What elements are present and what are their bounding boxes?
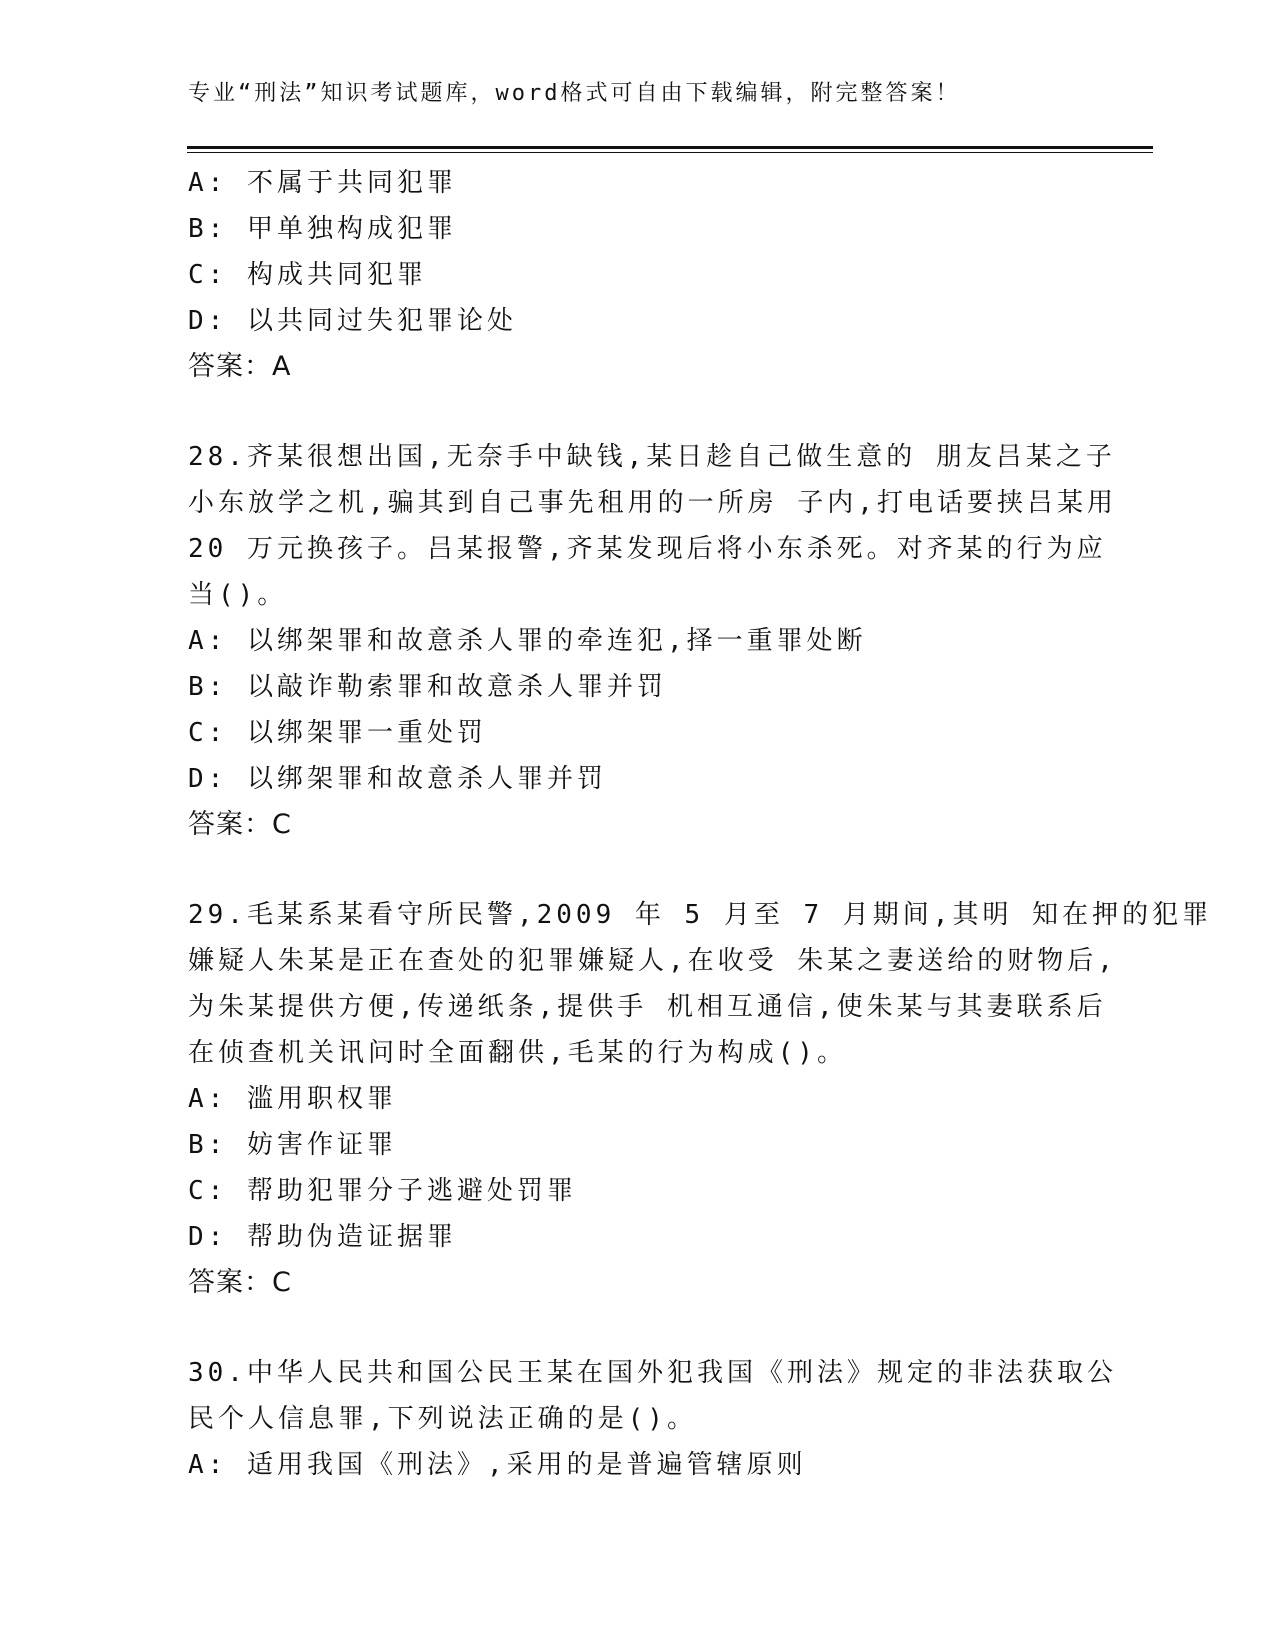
question-stem-line: 20 万元换孩子。吕某报警,齐某发现后将小东杀死。对齐某的行为应: [188, 534, 1107, 564]
question-stem-line: 当()。: [188, 580, 288, 610]
question-list: [188, 160, 1213, 1488]
question-stem-line: 为朱某提供方便,传递纸条,提供手 机相互通信,使朱某与其妻联系后: [188, 992, 1107, 1022]
question-stem-line: 28.齐某很想出国,无奈手中缺钱,某日趁自己做生意的 朋友吕某之子: [188, 442, 1116, 472]
header-rule-thick: [187, 146, 1153, 149]
option-c: C: 帮助犯罪分子逃避处罚罪: [188, 1176, 577, 1206]
option-d: D: 以绑架罪和故意杀人罪并罚: [188, 764, 607, 794]
question-block-30: [188, 1350, 1117, 1488]
option-a: A: 适用我国《刑法》,采用的是普遍管辖原则: [188, 1450, 807, 1480]
option-a: A: 滥用职权罪: [188, 1084, 397, 1114]
question-stem-line: 嫌疑人朱某是正在查处的犯罪嫌疑人,在收受 朱某之妻送给的财物后,: [188, 946, 1117, 976]
option-c: C: 构成共同犯罪: [188, 260, 427, 290]
option-a: A: 以绑架罪和故意杀人罪的牵连犯,择一重罪处断: [188, 626, 867, 656]
question-stem-line: 在侦查机关讯问时全面翻供,毛某的行为构成()。: [188, 1038, 847, 1068]
option-d: D: 以共同过失犯罪论处: [188, 306, 517, 336]
answer-line: 答案：A: [188, 351, 292, 382]
answer-line: 答案：C: [188, 809, 292, 840]
option-d: D: 帮助伪造证据罪: [188, 1222, 457, 1252]
question-block-28: [188, 434, 1117, 848]
answer-line: 答案：C: [188, 1267, 292, 1298]
page-header: 专业“刑法”知识考试题库，word格式可自由下载编辑，附完整答案！: [188, 81, 961, 106]
question-block-27: [188, 160, 1088, 390]
question-stem-line: 29.毛某系某看守所民警,2009 年 5 月至 7 月期间,其明 知在押的犯罪: [188, 900, 1213, 930]
header-rule-thin: [187, 152, 1153, 153]
question-stem-line: 小东放学之机,骗其到自己事先租用的一所房 子内,打电话要挟吕某用: [188, 488, 1117, 518]
option-b: B: 妨害作证罪: [188, 1130, 397, 1160]
option-c: C: 以绑架罪一重处罚: [188, 718, 487, 748]
option-b: B: 甲单独构成犯罪: [188, 214, 457, 244]
question-block-29: [188, 892, 1213, 1306]
option-a: A: 不属于共同犯罪: [188, 168, 457, 198]
question-stem-line: 30.中华人民共和国公民王某在国外犯我国《刑法》规定的非法获取公: [188, 1358, 1117, 1388]
question-stem-line: 民个人信息罪,下列说法正确的是()。: [188, 1404, 697, 1434]
option-b: B: 以敲诈勒索罪和故意杀人罪并罚: [188, 672, 667, 702]
